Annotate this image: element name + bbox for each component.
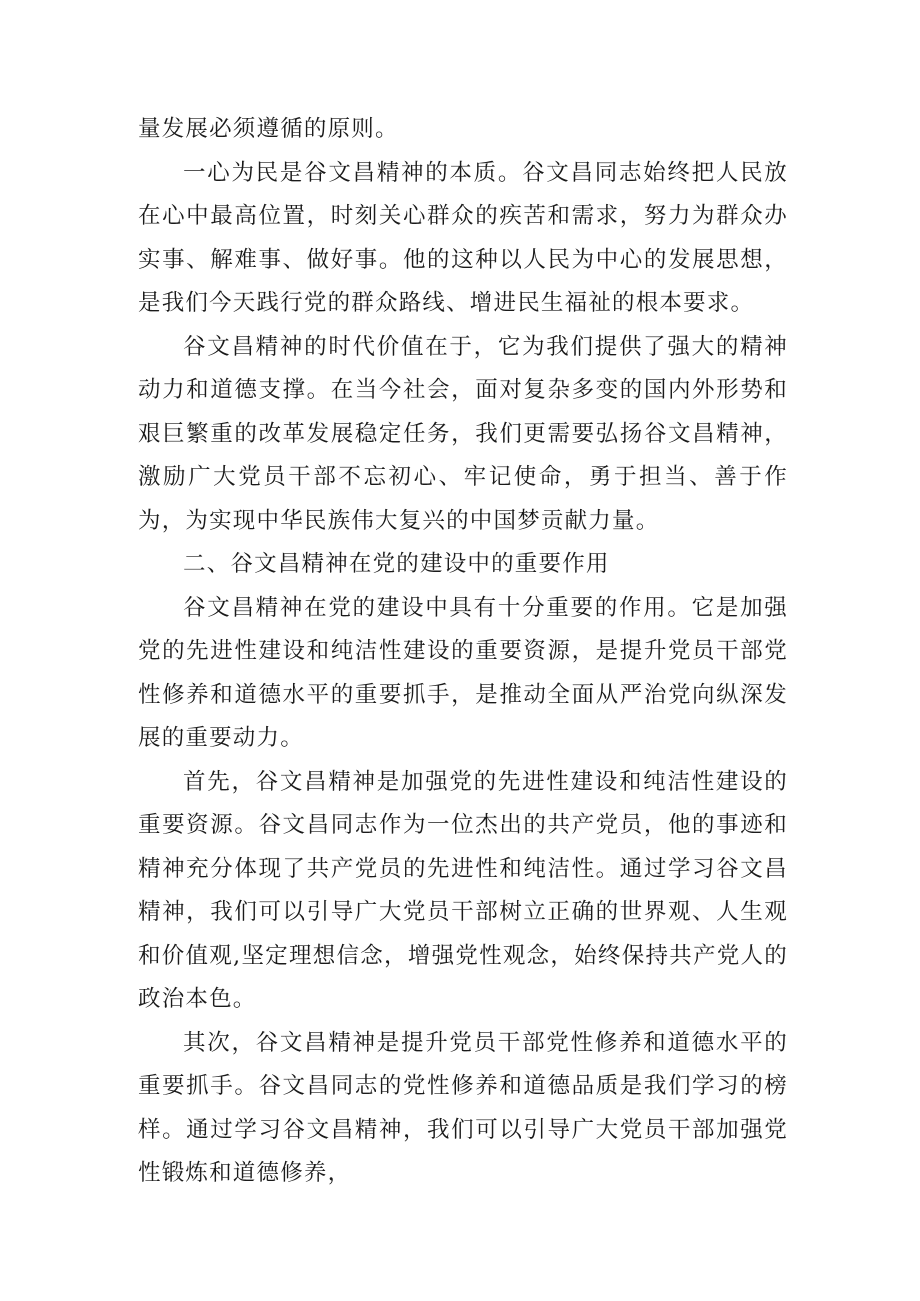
paragraph-first: 首先，谷文昌精神是加强党的先进性建设和纯洁性建设的重要资源。谷文昌同志作为一位杰出的共产党员，他的事迹和精神充分体现了共产党员的先进性和纯洁性。通过学习谷文昌精神，我们可以引导广大党员干部树立正确的世界观、人生观和价值观,坚定理想信念，增强党性观念，始终保持共产党人的政治本色。: [138, 768, 788, 1012]
paragraph-second: 其次，谷文昌精神是提升党员干部党性修养和道德水平的重要抓手。谷文昌同志的党性修养和道德品质是我们学习的榜样。通过学习谷文昌精神，我们可以引导广大党员干部加强党性锻炼和道德修养，: [138, 1029, 788, 1186]
paragraph-era-value: 谷文昌精神的时代价值在于，它为我们提供了强大的精神动力和道德支撑。在当今社会，面对复杂多变的国内外形势和艰巨繁重的改革发展稳定任务，我们更需要弘扬谷文昌精神，激励广大党员干部不忘初心、牢记使命，勇于担当、善于作为，为实现中华民族伟大复兴的中国梦贡献力量。: [138, 333, 788, 534]
paragraph-role: 谷文昌精神在党的建设中具有十分重要的作用。它是加强党的先进性建设和纯洁性建设的重要资源，是提升党员干部党性修养和道德水平的重要抓手，是推动全面从严治党向纵深发展的重要动力。: [138, 594, 788, 751]
document-page: [138, 108, 788, 1196]
paragraph-essence: 一心为民是谷文昌精神的本质。谷文昌同志始终把人民放在心中最高位置，时刻关心群众的疾苦和需求，努力为群众办实事、解难事、做好事。他的这种以人民为中心的发展思想，是我们今天践行党的群众路线、增进民生福祉的根本要求。: [138, 159, 788, 316]
section-heading: 二、谷文昌精神在党的建设中的重要作用: [183, 551, 610, 577]
paragraph-continuation: 量发展必须遵循的原则。: [138, 116, 399, 142]
